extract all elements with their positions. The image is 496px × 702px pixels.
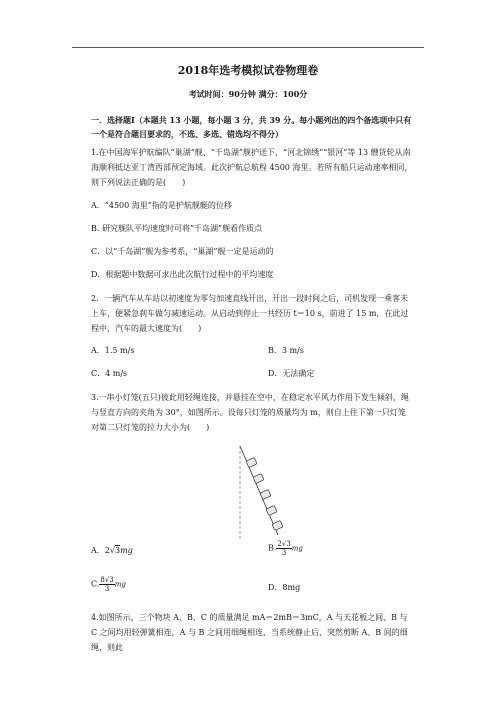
question-1-stem: 1.在中国海军护航编队“巢湖”舰、“千岛湖”舰护送下，“河北锦绣”“银河”等 13 艘货轮从南海顺利抵达亚丁湾西部预定海域。此次护航总航程 4500 海里。若所有船只运动速率相同，则下列说法正确的是( ) <box>91 148 413 187</box>
question-3-option-b: B. $\frac{2√3}{3}$ mg <box>268 540 303 557</box>
lantern-2 <box>253 473 264 483</box>
header-rule <box>72 47 424 48</box>
question-1-option-d: D．根据题中数据可求出此次航行过程中的平均速度 <box>91 270 274 279</box>
question-2-option-c: C．4 m/s <box>91 369 128 378</box>
question-2-option-a: A．1.5 m/s <box>91 346 135 355</box>
lantern-string-figure <box>234 443 294 543</box>
question-1-option-a: A．“4500 海里”指的是护航舰艇的位移 <box>91 201 232 210</box>
lantern-rope <box>240 446 278 535</box>
question-2-option-d: D．无法确定 <box>268 369 315 378</box>
question-1-option-b: B. 研究舰队平均速度时可将“千岛湖”舰看作质点 <box>91 224 263 233</box>
question-3-stem: 3.一串小灯笼(五只)彼此用轻绳连接，并悬挂在空中，在稳定水平风力作用下发生倾斜，绳与竖直方向的夹角为 30°，如图所示。设每只灯笼的质量均为 m，则自上往下第一只灯笼对第二只灯笼的拉力大小为( ) <box>91 393 409 432</box>
exam-title: 2018年选考模拟试卷物理卷 <box>177 64 319 77</box>
question-3-option-c: C. $\frac{8√3}{3}$ mg <box>91 576 126 593</box>
question-4-stem: 4.如图所示，三个物块 A、B、C 的质量满足 mA＝2mB＝3mC，A 与天花板之间、B 与 C 之间均用轻弹簧相连，A 与 B 之间用细绳相连，当系统静止后，突然剪断 A、B 间的细绳，则此 <box>91 613 408 652</box>
lantern-1 <box>246 457 257 467</box>
lantern-5 <box>272 520 283 530</box>
exam-subtitle: 考试时间：90分钟 满分：100分 <box>188 89 308 99</box>
question-2-option-b: B．3 m/s <box>268 346 304 355</box>
lantern-3 <box>260 489 271 499</box>
section-heading: 一．选择题Ⅰ（本题共 13 小题，每小题 3 分，共 39 分。每小题列出的四个备选项中只有一个是符合题目要求的，不选、多选、错选均不得分） <box>91 115 412 139</box>
question-3-option-d: D．8mg <box>268 583 301 592</box>
lantern-4 <box>266 505 277 515</box>
question-2-stem: 2．一辆汽车从车站以初速度为零匀加速直线开出，开出一段时间之后，司机发现一乘客未上车，便紧急刹车做匀减速运动。从启动到停止一共经历 t＝10 s，前进了 15 m，在此过程中，汽车的最大速度为( ) <box>91 294 409 333</box>
question-3-option-a: A．2√3mg <box>91 546 133 555</box>
question-1-option-c: C．以“千岛湖”舰为参考系，“巢湖”舰一定是运动的 <box>91 247 274 256</box>
